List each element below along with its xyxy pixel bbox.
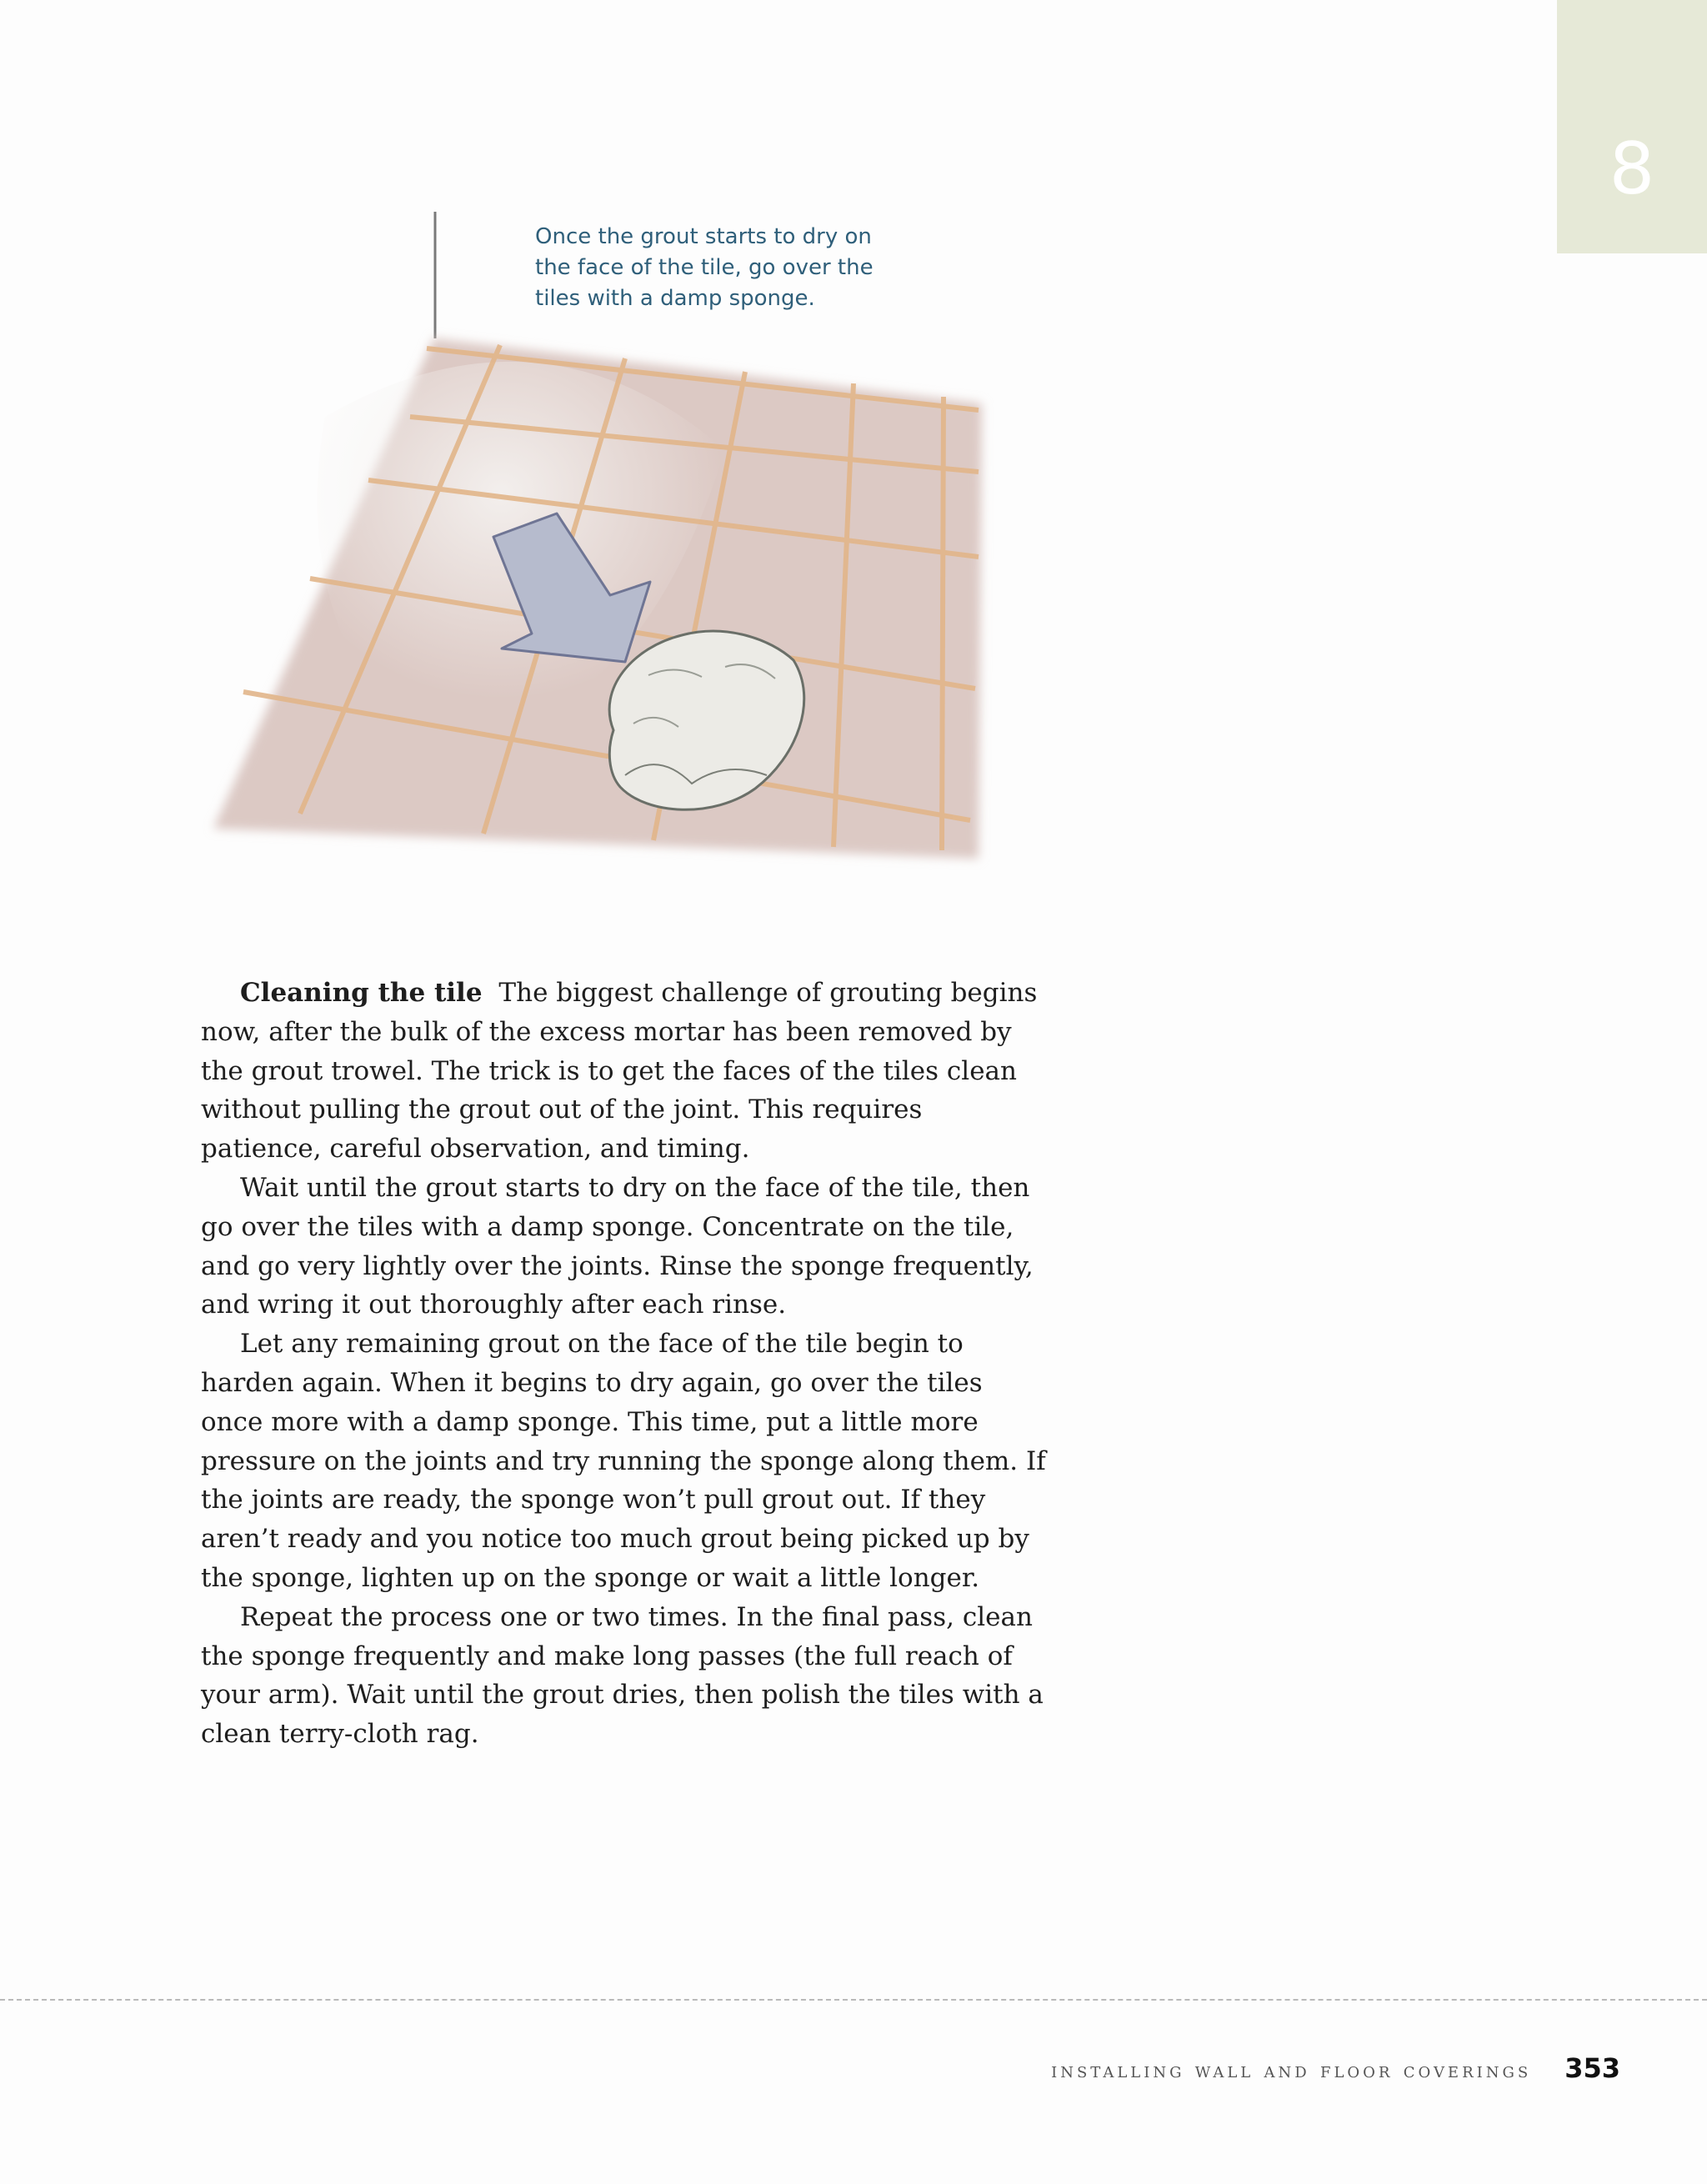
running-head: installing wall and floor coverings <box>1051 2058 1532 2083</box>
page-number: 353 <box>1564 2052 1620 2084</box>
paragraph-text: The biggest challenge of grouting begins now, after the bulk of the excess mortar has been removed by the grout trowel. The trick is to get the faces of the tiles clean without pulling the grout out of the joint. This requires patience, careful observation, and timing. <box>201 978 1038 1165</box>
figure-caption: Once the grout starts to dry on the face of the tile, go over the tiles with a damp sponge. <box>535 224 874 311</box>
paragraph: Repeat the process one or two times. In the final pass, clean the sponge frequently and make long passes (the full reach of your arm). Wait until the grout dries, then polish the tiles with a clean terry-cloth rag. <box>201 1601 1044 1750</box>
paragraph <box>201 974 1049 1169</box>
chapter-tab <box>1557 0 1707 253</box>
paragraph: Let any remaining grout on the face of the tile begin to harden again. When it begins to dry again, go over the tiles once more with a damp sponge. This time, put a little more pressure on the joints and try running the sponge along them. If the joints are ready, the sponge won’t pull grout out. If they aren’t ready and you notice too much grout being picked up by the sponge, lighten up on the sponge or wait a little longer. <box>201 1329 1046 1593</box>
article-body <box>201 974 1049 1754</box>
run-in-heading: Cleaning the tile <box>240 978 483 1008</box>
paragraph: Wait until the grout starts to dry on the face of the tile, then go over the tiles with a damp sponge. Concentrate on the tile, and go very lightly over the joints. Rinse the sponge frequently, and wring it out thoroughly after each rinse. <box>201 1172 1034 1320</box>
footer-divider <box>0 1999 1707 2001</box>
chapter-number: 8 <box>1609 128 1655 211</box>
page-footer <box>1051 2052 1620 2084</box>
